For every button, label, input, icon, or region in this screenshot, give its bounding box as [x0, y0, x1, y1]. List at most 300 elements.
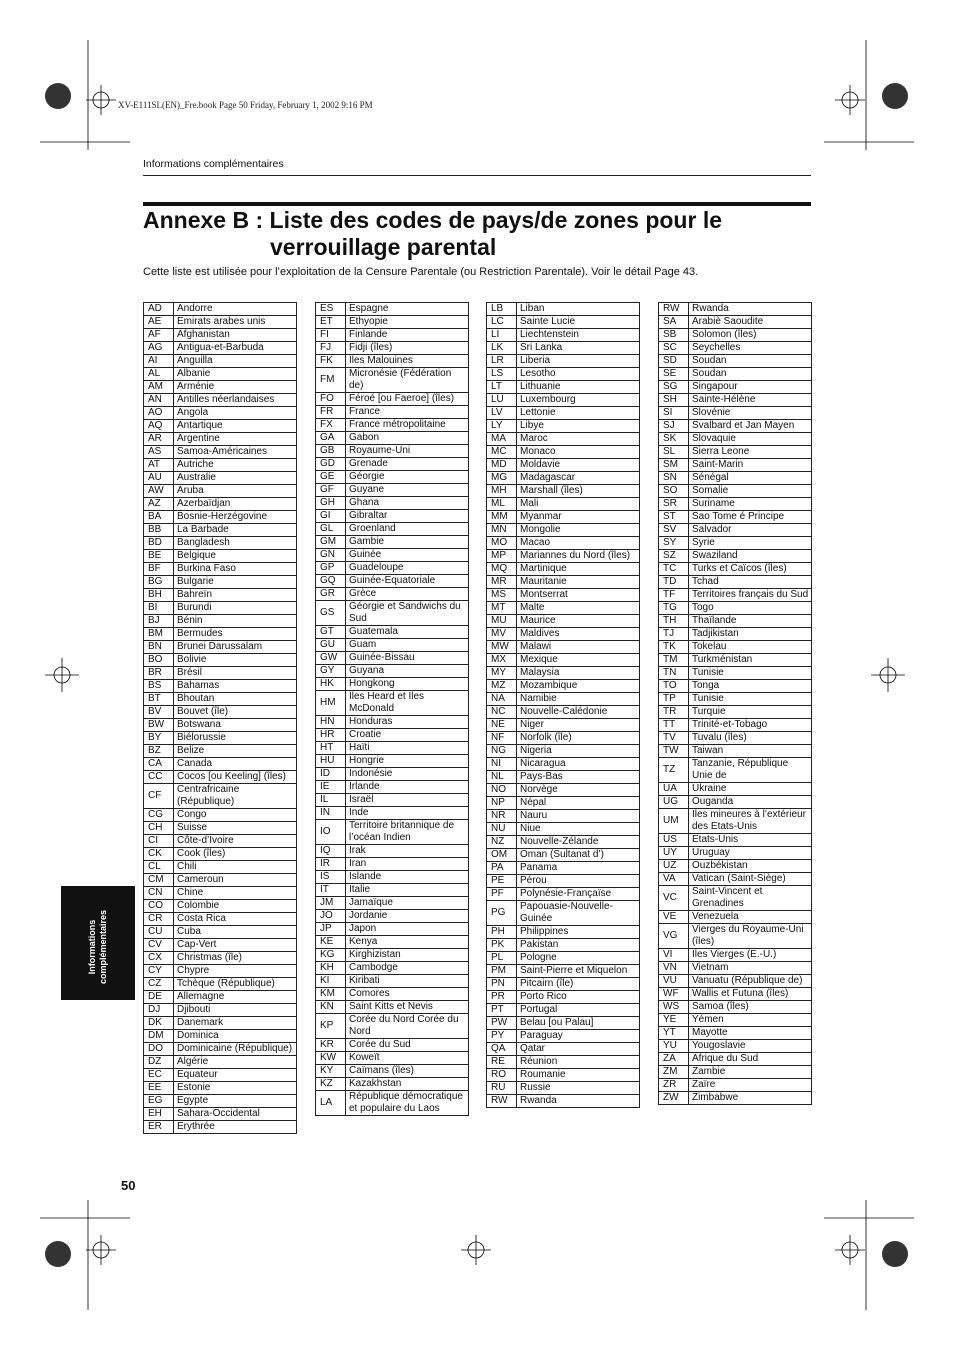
country-name: Géorgie	[349, 471, 385, 482]
table-row	[316, 600, 468, 625]
table-row	[316, 418, 468, 431]
country-code: TR	[659, 706, 689, 718]
country-name: Egypte	[177, 1095, 209, 1106]
country-name: Bangladesh	[177, 537, 230, 548]
country-code: CX	[144, 952, 174, 964]
table-row	[144, 821, 296, 834]
table-row	[316, 367, 468, 392]
country-name: Gibraltar	[349, 510, 388, 521]
country-code: CK	[144, 848, 174, 860]
table-row	[144, 770, 296, 783]
country-name: Costa Rica	[177, 913, 226, 924]
country-name: Autriche	[177, 459, 214, 470]
page-number: 50	[121, 1178, 136, 1193]
country-name: Djibouti	[177, 1004, 211, 1015]
country-name: Paraguay	[520, 1030, 563, 1041]
table-row	[316, 392, 468, 405]
country-code: IR	[316, 858, 346, 870]
country-name: Qatar	[520, 1043, 546, 1054]
table-row	[659, 872, 811, 885]
country-code: MQ	[487, 563, 517, 575]
country-name: Aruba	[177, 485, 204, 496]
table-row	[144, 562, 296, 575]
country-name: Malte	[520, 602, 545, 613]
country-code: SB	[659, 329, 689, 341]
country-name: Tuvalu (îles)	[692, 732, 747, 743]
country-name: Australie	[177, 472, 216, 483]
table-row	[316, 354, 468, 367]
country-code: GW	[316, 652, 346, 664]
country-code: GE	[316, 471, 346, 483]
table-row	[316, 806, 468, 819]
table-row	[487, 1055, 639, 1068]
table-row	[659, 497, 811, 510]
table-row	[316, 405, 468, 418]
country-name: Hongkong	[349, 678, 395, 689]
country-code: CZ	[144, 978, 174, 990]
country-name: Bahamas	[177, 680, 220, 691]
country-code: NE	[487, 719, 517, 731]
country-name: Bhoutan	[177, 693, 215, 704]
table-row	[659, 846, 811, 859]
table-row	[487, 627, 639, 640]
country-code: DO	[144, 1043, 174, 1055]
table-row	[659, 393, 811, 406]
table-row	[659, 536, 811, 549]
country-code: NA	[487, 693, 517, 705]
country-name: Danemark	[177, 1017, 224, 1028]
table-row	[144, 315, 296, 328]
country-code: LS	[487, 368, 517, 380]
table-row	[659, 549, 811, 562]
country-code: MS	[487, 589, 517, 601]
country-name: Espagne	[349, 303, 389, 314]
table-row	[144, 614, 296, 627]
country-name: Cap-Vert	[177, 939, 217, 950]
table-row	[316, 728, 468, 741]
table-row	[316, 677, 468, 690]
table-row	[316, 987, 468, 1000]
country-code: KR	[316, 1039, 346, 1051]
table-row	[659, 458, 811, 471]
country-name: Syrie	[692, 537, 715, 548]
intro-text: Cette liste est utilisée pour l’exploitation de la Censure Parentale (ou Restriction Parentale). Voir le détail Page 43.	[143, 266, 699, 278]
country-code: EG	[144, 1095, 174, 1107]
country-code: KN	[316, 1001, 346, 1013]
header-rule	[143, 175, 811, 176]
table-row	[144, 912, 296, 925]
table-row	[316, 754, 468, 767]
country-name: Pakistan	[520, 939, 559, 950]
table-row	[487, 874, 639, 887]
table-row	[144, 1081, 296, 1094]
table-row	[487, 1003, 639, 1016]
country-code: SA	[659, 316, 689, 328]
table-row	[316, 638, 468, 651]
country-code: NF	[487, 732, 517, 744]
table-row	[659, 484, 811, 497]
country-code: CI	[144, 835, 174, 847]
country-name: Guatemala	[349, 626, 398, 637]
table-row	[144, 925, 296, 938]
country-name: Congo	[177, 809, 207, 820]
country-name: La Barbade	[177, 524, 229, 535]
table-row	[659, 948, 811, 961]
country-name: Iran	[349, 858, 367, 869]
table-row	[316, 341, 468, 354]
country-name: Territoires français du Sud	[692, 589, 809, 600]
country-code: TZ	[659, 758, 689, 782]
table-row	[487, 562, 639, 575]
table-row	[659, 523, 811, 536]
country-name: Tunisie	[692, 693, 724, 704]
country-code: MP	[487, 550, 517, 562]
table-row	[487, 822, 639, 835]
country-name: Bermudes	[177, 628, 223, 639]
country-code: JM	[316, 897, 346, 909]
country-code: HN	[316, 716, 346, 728]
table-row	[316, 548, 468, 561]
country-name: Porto Rico	[520, 991, 567, 1002]
table-row	[316, 664, 468, 677]
table-row	[144, 847, 296, 860]
country-name: Turks et Caïcos (îles)	[692, 563, 787, 574]
country-code: CA	[144, 758, 174, 770]
file-tag: XV-E111SL(EN)_Fre.book Page 50 Friday, February 1, 2002 9:16 PM	[118, 100, 373, 110]
country-name: Samoa-Américaines	[177, 446, 268, 457]
table-row	[144, 692, 296, 705]
page-title	[143, 207, 811, 261]
country-code: VN	[659, 962, 689, 974]
table-row	[659, 1000, 811, 1013]
country-name: Corée du Sud	[349, 1039, 411, 1050]
country-name: Dominicaine (République)	[177, 1043, 293, 1054]
table-row	[487, 887, 639, 900]
table-row	[659, 328, 811, 341]
country-name: Zaïre	[692, 1079, 716, 1090]
country-code: TP	[659, 693, 689, 705]
country-code: RO	[487, 1069, 517, 1081]
table-row	[487, 614, 639, 627]
country-name: Honduras	[349, 716, 393, 727]
country-code: LT	[487, 381, 517, 393]
table-row	[487, 393, 639, 406]
table-row	[659, 1065, 811, 1078]
table-row	[487, 796, 639, 809]
country-code: EC	[144, 1069, 174, 1081]
country-code: DZ	[144, 1056, 174, 1068]
country-code: IT	[316, 884, 346, 896]
title-line-1: Annexe B : Liste des codes de pays/de zones pour le	[143, 207, 722, 233]
table-row	[659, 1052, 811, 1065]
country-name: Antartique	[177, 420, 223, 431]
country-name: Portugal	[520, 1004, 558, 1015]
table-row	[316, 1013, 468, 1038]
country-name: Grèce	[349, 588, 377, 599]
country-code: MY	[487, 667, 517, 679]
country-code: EE	[144, 1082, 174, 1094]
country-code: FO	[316, 393, 346, 405]
country-name: Brésil	[177, 667, 203, 678]
table-row	[659, 601, 811, 614]
country-name: Somalie	[692, 485, 729, 496]
table-row	[659, 910, 811, 923]
country-code: ER	[144, 1121, 174, 1133]
table-row	[659, 1039, 811, 1052]
table-row	[659, 627, 811, 640]
country-name: Pays-Bas	[520, 771, 563, 782]
country-code: MO	[487, 537, 517, 549]
country-name: Sierra Leone	[692, 446, 750, 457]
table-row	[316, 1038, 468, 1051]
country-code: NL	[487, 771, 517, 783]
country-code: BR	[144, 667, 174, 679]
country-name: Roumanie	[520, 1069, 566, 1080]
table-row	[487, 575, 639, 588]
table-row	[487, 679, 639, 692]
country-code: GN	[316, 549, 346, 561]
country-name: Suisse	[177, 822, 208, 833]
country-name: Taiwan	[692, 745, 724, 756]
country-name: Groenland	[349, 523, 396, 534]
country-name: Estonie	[177, 1082, 211, 1093]
country-name: Andorre	[177, 303, 213, 314]
country-name: Luxembourg	[520, 394, 576, 405]
country-name: Royaume-Uni	[349, 445, 411, 456]
country-code: SR	[659, 498, 689, 510]
table-row	[316, 935, 468, 948]
country-name: France métropolitaine	[349, 419, 446, 430]
country-code: YU	[659, 1040, 689, 1052]
country-name: Islande	[349, 871, 382, 882]
table-row	[659, 1078, 811, 1091]
table-row	[659, 679, 811, 692]
country-code: MN	[487, 524, 517, 536]
table-row	[144, 886, 296, 899]
country-code: FM	[316, 368, 346, 392]
country-name: Tanzanie, République Unie de	[692, 758, 789, 781]
country-code: UA	[659, 783, 689, 795]
country-name: Pérou	[520, 875, 547, 886]
country-name: Yémen	[692, 1014, 724, 1025]
table-row	[487, 406, 639, 419]
country-code: GF	[316, 484, 346, 496]
country-code: CR	[144, 913, 174, 925]
country-name: Etats-Unis	[692, 834, 739, 845]
table-row	[487, 951, 639, 964]
country-name: Saint-Pierre et Miquelon	[520, 965, 628, 976]
country-name: Antigua-et-Barbuda	[177, 342, 264, 353]
table-row	[316, 819, 468, 844]
country-code: AD	[144, 303, 174, 315]
country-code: GU	[316, 639, 346, 651]
country-code: LU	[487, 394, 517, 406]
table-row	[487, 848, 639, 861]
country-code: DM	[144, 1030, 174, 1042]
country-code: BS	[144, 680, 174, 692]
country-code: BJ	[144, 615, 174, 627]
country-name: Swaziland	[692, 550, 738, 561]
country-code: AW	[144, 485, 174, 497]
side-tab-line-1: Informations	[87, 919, 97, 975]
country-code: AI	[144, 355, 174, 367]
table-row	[487, 1068, 639, 1081]
country-code: RU	[487, 1082, 517, 1094]
table-row	[659, 961, 811, 974]
table-row	[144, 549, 296, 562]
table-row	[487, 731, 639, 744]
table-row	[144, 705, 296, 718]
table-row	[144, 1068, 296, 1081]
country-name: Nauru	[520, 810, 548, 821]
country-code: VI	[659, 949, 689, 961]
country-name: Thaïlande	[692, 615, 737, 626]
country-code: JP	[316, 923, 346, 935]
table-row	[316, 961, 468, 974]
table-row	[487, 1029, 639, 1042]
country-name: Japon	[349, 923, 377, 934]
country-code: KW	[316, 1052, 346, 1064]
table-row	[659, 341, 811, 354]
country-name: Ouzbékistan	[692, 860, 748, 871]
country-code: NI	[487, 758, 517, 770]
country-name: Saint Kitts et Nevis	[349, 1001, 433, 1012]
country-name: Colombie	[177, 900, 220, 911]
table-row	[487, 770, 639, 783]
country-name: Liechtenstein	[520, 329, 579, 340]
country-code: NU	[487, 823, 517, 835]
country-code: CC	[144, 771, 174, 783]
country-name: Libye	[520, 420, 544, 431]
country-name: Burkina Faso	[177, 563, 236, 574]
table-row	[144, 341, 296, 354]
country-code: MD	[487, 459, 517, 471]
country-code: BH	[144, 589, 174, 601]
country-code: IQ	[316, 845, 346, 857]
country-name: Maldives	[520, 628, 560, 639]
table-row	[144, 1120, 296, 1133]
table-row	[144, 471, 296, 484]
table-row	[144, 653, 296, 666]
table-row	[144, 588, 296, 601]
country-name: Jamaïque	[349, 897, 393, 908]
country-name: Iles Malouines	[349, 355, 413, 366]
country-name: Philippines	[520, 926, 569, 937]
table-row	[316, 496, 468, 509]
table-row	[316, 625, 468, 638]
country-name: Féroé [ou Faeroe] (îles)	[349, 393, 455, 404]
country-name: Lesotho	[520, 368, 556, 379]
side-tab-label	[87, 895, 109, 999]
table-row	[487, 419, 639, 432]
table-row	[659, 354, 811, 367]
country-name: Lithuanie	[520, 381, 561, 392]
country-name: Maurice	[520, 615, 556, 626]
table-row	[316, 574, 468, 587]
country-name: Iles Heard et Iles McDonald	[349, 691, 425, 714]
country-code: SO	[659, 485, 689, 497]
country-name: Brunei Darussalam	[177, 641, 263, 652]
country-code: AL	[144, 368, 174, 380]
table-row	[144, 990, 296, 1003]
table-row	[659, 782, 811, 795]
country-code: IO	[316, 820, 346, 844]
table-row	[316, 509, 468, 522]
country-name: Iles mineures à l’extérieur des Etats-Unis	[692, 809, 806, 832]
country-name: Arabiè Saoudite	[692, 316, 764, 327]
country-name: Liberia	[520, 355, 551, 366]
title-rule	[143, 202, 811, 206]
table-row	[144, 601, 296, 614]
table-row	[659, 653, 811, 666]
table-row	[659, 380, 811, 393]
country-name: Tonga	[692, 680, 720, 691]
country-code: CG	[144, 809, 174, 821]
running-header: Informations complémentaires	[143, 158, 284, 170]
table-row	[316, 483, 468, 496]
table-row	[659, 471, 811, 484]
country-name: Botswana	[177, 719, 221, 730]
country-name: Cuba	[177, 926, 201, 937]
country-code: AG	[144, 342, 174, 354]
table-row	[487, 497, 639, 510]
table-row	[487, 1094, 639, 1107]
country-code: GP	[316, 562, 346, 574]
country-name: Kiribati	[349, 975, 380, 986]
country-code: BT	[144, 693, 174, 705]
country-code: NZ	[487, 836, 517, 848]
table-row	[316, 651, 468, 664]
country-name: Panama	[520, 862, 558, 873]
country-name: Christmas (île)	[177, 952, 243, 963]
country-name: Sénégal	[692, 472, 729, 483]
country-name: Mayotte	[692, 1027, 728, 1038]
country-code: CO	[144, 900, 174, 912]
table-row	[487, 354, 639, 367]
country-name: Sao Tome é Principe	[692, 511, 785, 522]
table-row	[487, 510, 639, 523]
country-code: LA	[316, 1091, 346, 1115]
table-row	[144, 951, 296, 964]
country-name: Papouasie-Nouvelle-Guinée	[520, 901, 613, 924]
table-row	[144, 1042, 296, 1055]
table-row	[144, 419, 296, 432]
table-row	[487, 783, 639, 796]
table-row	[144, 964, 296, 977]
table-row	[487, 303, 639, 315]
table-row	[144, 808, 296, 821]
country-code: SE	[659, 368, 689, 380]
country-code: PE	[487, 875, 517, 887]
country-name: Nicaragua	[520, 758, 566, 769]
code-table-column-1	[143, 302, 297, 1134]
country-code: GL	[316, 523, 346, 535]
table-row	[487, 601, 639, 614]
country-code: FK	[316, 355, 346, 367]
country-name: Liban	[520, 303, 545, 314]
country-name: Salvador	[692, 524, 732, 535]
country-code: TD	[659, 576, 689, 588]
country-code: SM	[659, 459, 689, 471]
table-row	[487, 705, 639, 718]
country-name: Tchad	[692, 576, 719, 587]
country-code: SC	[659, 342, 689, 354]
country-name: Territoire britannique de l’océan Indien	[349, 820, 455, 843]
country-code: MR	[487, 576, 517, 588]
table-row	[144, 367, 296, 380]
table-row	[487, 653, 639, 666]
country-code: LB	[487, 303, 517, 315]
